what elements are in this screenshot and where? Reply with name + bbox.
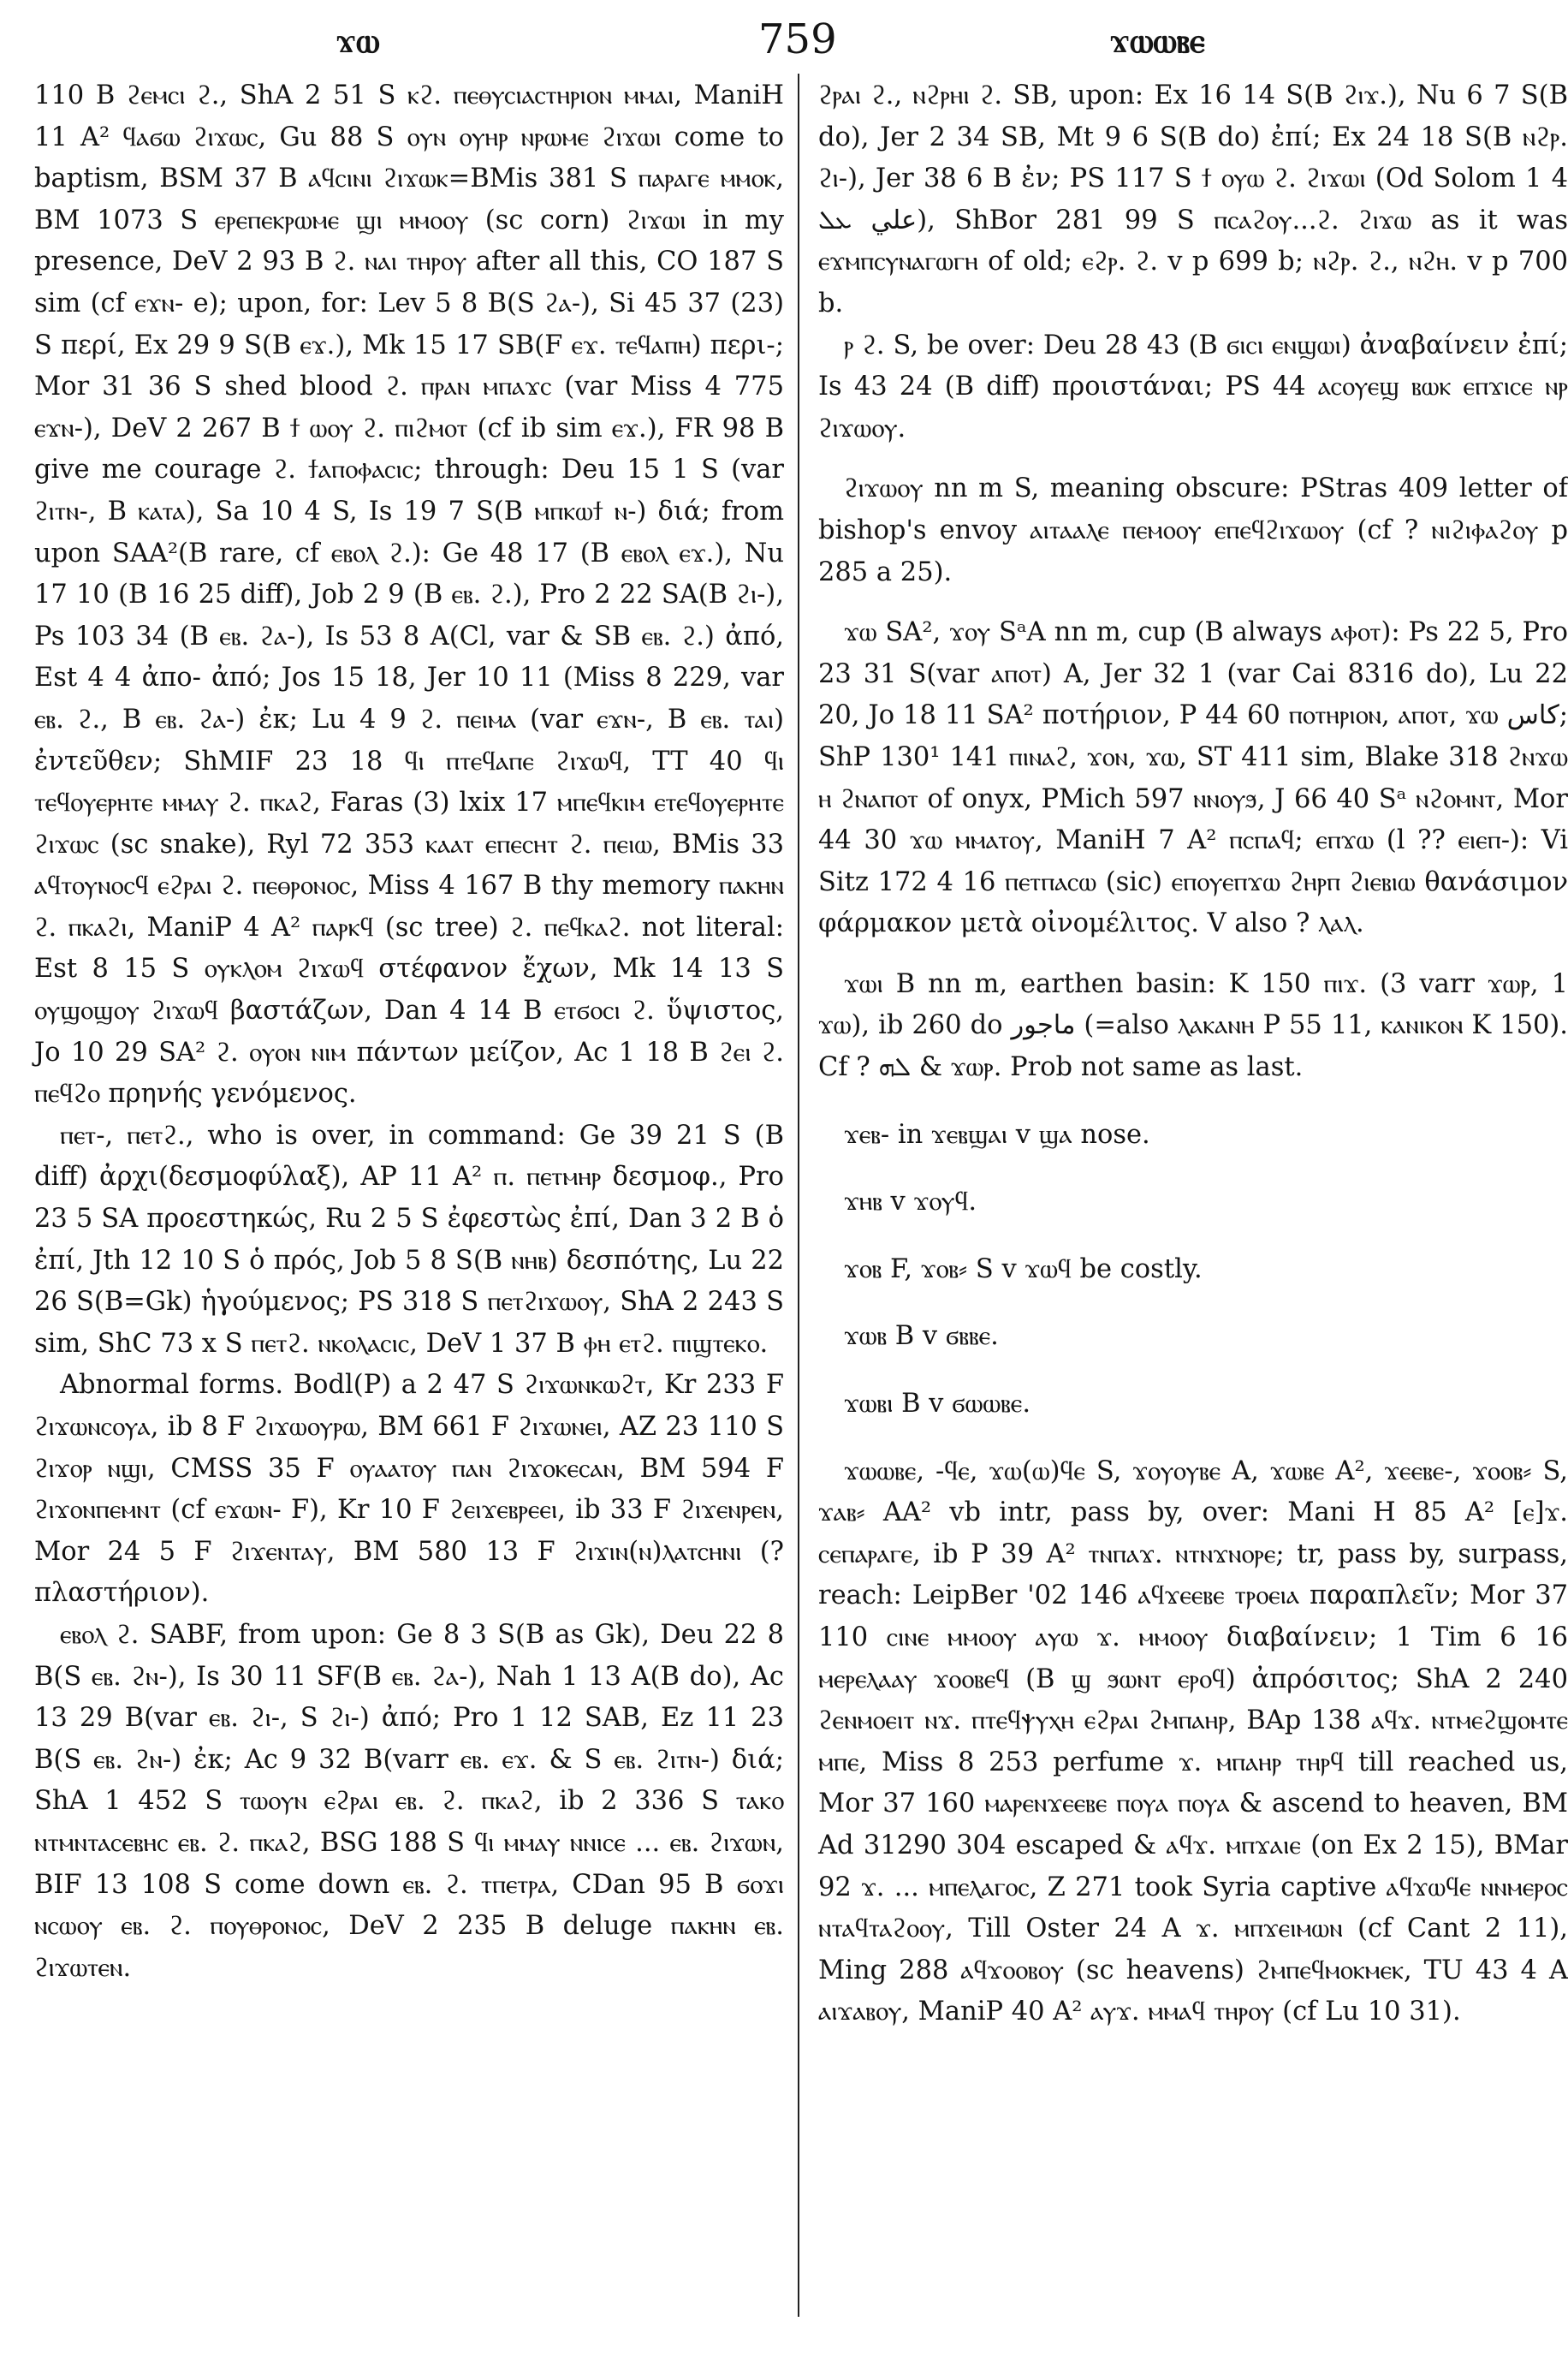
entry: ϩⲓϫⲱⲟⲩ nn m S, meaning obscure: PStras 409 letter of bishop's envoy ⲁⲓⲧⲁⲁⲗⲉ ⲡⲉⲙⲟⲟⲩ ⲉⲡⲉϥϩⲓϫⲱⲟⲩ (cf ? ⲛⲓϩⲓⲫⲁϩⲟⲩ p 285 a 25). (818, 473, 1568, 587)
paragraph: ⲡⲉⲧ-, ⲡⲉⲧϩ., who is over, in command: Ge 39 21 S (B diff) ἀρχι(δεσμοφύλαξ), AP 11 A² ⲡ. ⲡⲉⲧⲙⲏⲣ δεσμοφ., Pro 23 5 SA προεστηκώς, Ru 2 5 S ἐφεστὼς ἐπί, Dan 3 2 B ὁ ἐπί, Jth 12 10 S ὁ πρός, Job 5 8 S(B ⲛⲏⲃ) δεσπότης, Lu 22 26 S(B=Gk) ἡγούμενος; PS 318 S ⲡⲉⲧϩⲓϫⲱⲟⲩ, ShA 2 243 S sim, ShC 73 x S ⲡⲉⲧϩ. ⲛⲕⲟⲗⲁⲥⲓⲥ, DeV 1 37 B ⲫⲏ ⲉⲧϩ. ⲡⲓϣⲧⲉⲕⲟ. (34, 1120, 784, 1359)
page-number: 759 (758, 15, 837, 63)
header-right-word: ϫⲱⲱⲃⲉ (1109, 21, 1205, 61)
paragraph: 110 B ϩⲉⲙⲥⲓ ϩ., ShA 2 51 S ⲕϩ. ⲡⲉⲑⲩⲥⲓⲁⲥⲧⲏⲣⲓⲟⲛ ⲙⲙⲁⲓ, ManiH 11 A² ϥⲁϭⲱ ϩⲓϫⲱⲥ, Gu 88 S ⲟⲩⲛ ⲟⲩⲏⲣ ⲛⲣⲱⲙⲉ ϩⲓϫⲱⲓ come to baptism, BSM 37 B ⲁϥⲥⲓⲛⲓ ϩⲓϫⲱⲕ=BMis 381 S ⲡⲁⲣⲁⲅⲉ ⲙⲙⲟⲕ, BM 1073 S ⲉⲣⲉⲡⲉⲕⲣⲱⲙⲉ ϣⲓ ⲙⲙⲟⲟⲩ (sc corn) ϩⲓϫⲱⲓ in my presence, DeV 2 93 B ϩ. ⲛⲁⲓ ⲧⲏⲣⲟⲩ after all this, CO 187 S sim (cf ⲉϫⲛ- e); upon, for: Lev 5 8 B(S ϩⲁ-), Si 45 37 (23) S περί, Ex 29 9 S(B ⲉϫ.), Mk 15 17 SB(F ⲉϫ. ⲧⲉϥⲁⲡⲏ) περι-; Mor 31 36 S shed blood ϩ. ⲡⲣⲁⲛ ⲙⲡⲁϫⲥ (var Miss 4 775 ⲉϫⲛ-), DeV 2 267 B ϯ ⲱⲟⲩ ϩ. ⲡⲓϩⲙⲟⲧ (cf ib sim ⲉϫ.), FR 98 B give me courage ϩ. ϯⲁⲡⲟⲫⲁⲥⲓⲥ; through: Deu 15 1 S (var ϩⲓⲧⲛ-, B ⲕⲁⲧⲁ), Sa 10 4 S, Is 19 7 S(B ⲙⲡⲕⲱϯ ⲛ-) διά; from upon SAA²(B rare, cf ⲉⲃⲟⲗ ϩ.): Ge 48 17 (B ⲉⲃⲟⲗ ⲉϫ.), Nu 17 10 (B 16 25 diff), Job 2 9 (B ⲉⲃ. ϩ.), Pro 2 22 SA(B ϩⲓ-), Ps 103 34 (B ⲉⲃ. ϩⲁ-), Is 53 8 A(Cl, var & SB ⲉⲃ. ϩ.) ἀπό, Est 4 4 ἀπο- ἀπό; Jos 15 18, Jer 10 11 (Miss 8 229, var ⲉⲃ. ϩ., B ⲉⲃ. ϩⲁ-) ἐκ; Lu 4 9 ϩ. ⲡⲉⲓⲙⲁ (var ⲉϫⲛ-, B ⲉⲃ. ⲧⲁⲓ) ἐντεῦθεν; ShMIF 23 18 ϥⲓ ⲡⲧⲉϥⲁⲡⲉ ϩⲓϫⲱϥ, TT 40 ϥⲓ ⲧⲉϥⲟⲩⲉⲣⲏⲧⲉ ⲙⲙⲁⲩ ϩ. ⲡⲕⲁϩ, Faras (3) lxix 17 ⲙⲡⲉϥⲕⲓⲙ ⲉⲧⲉϥⲟⲩⲉⲣⲏⲧⲉ ϩⲓϫⲱⲥ (sc snake), Ryl 72 353 ⲕⲁⲁⲧ ⲉⲡⲉⲥⲏⲧ ϩ. ⲡⲉⲓⲱ, BMis 33 ⲁϥⲧⲟⲩⲛⲟⲥϥ ⲉϩⲣⲁⲓ ϩ. ⲡⲉⲑⲣⲟⲛⲟⲥ, Miss 4 167 B thy memory ⲡⲁⲕⲏⲛ ϩ. ⲡⲕⲁϩⲓ, ManiP 4 A² ⲡⲁⲣⲕϥ (sc tree) ϩ. ⲡⲉϥⲕⲁϩ. not literal: Est 8 15 S ⲟⲩⲕⲗⲟⲙ ϩⲓϫⲱϥ στέφανον ἔχων, Mk 14 13 S ⲟⲩϣⲟϣⲟⲩ ϩⲓϫⲱϥ βαστάζων, Dan 4 14 B ⲉⲧϭⲟⲥⲓ ϩ. ὕψιστος, Jo 10 29 SA² ϩ. ⲟⲩⲟⲛ ⲛⲓⲙ πάντων μείζον, Ac 1 18 B ϩⲉⲓ ϩ. ⲡⲉϥϩⲟ πρηνής γενόμενος. (34, 80, 784, 1110)
paragraph: ⲣ ϩ. S, be over: Deu 28 43 (B ϭⲓⲥⲓ ⲉⲛϣⲱⲓ) ἀναβαίνειν ἐπί; Is 43 24 (B diff) προιστάναι; PS 44 ⲁⲥⲟⲩⲉϣ ⲃⲱⲕ ⲉⲡϫⲓⲥⲉ ⲛⲣ ϩⲓϫⲱⲟⲩ. (818, 330, 1568, 443)
entry: ϫⲟⲃ F, ϫⲟⲃ⸗ S v ϫⲱϥ be costly. (844, 1253, 1203, 1284)
paragraph: ϩⲣⲁⲓ ϩ., ⲛϩⲣⲏⲓ ϩ. SB, upon: Ex 16 14 S(B ϩⲓϫ.), Nu 6 7 S(B do), Jer 2 34 SB, Mt 9 6 S(B do) ἐπί; Ex 24 18 S(B ⲛϩⲣ. ϩⲓ-), Jer 38 6 B ἐν; PS 117 S ϯ ⲟⲩⲱ ϩ. ϩⲓϫⲱⲓ (Od Solom 1 4 ﻋﻠﻲ ܥܠ), ShBor 281 99 S ⲡⲥⲁϩⲟⲩ...ϩ. ϩⲓϫⲱ as it was ⲉϫⲙⲡⲥⲩⲛⲁⲅⲱⲅⲏ of old; ⲉϩⲣ. ϩ. v p 699 b; ⲛϩⲣ. ϩ., ⲛϩⲏ. v p 700 b. (818, 80, 1568, 318)
entry: ϫⲉⲃ- in ϫⲉⲃϣⲁⲓ v ϣⲁ nose. (844, 1119, 1150, 1150)
entry: ϫⲱⲃ B v ϭⲃⲃⲉ. (844, 1321, 999, 1352)
left-column (34, 75, 784, 1989)
paragraph: ⲉⲃⲟⲗ ϩ. SABF, from upon: Ge 8 3 S(B as Gk), Deu 22 8 B(S ⲉⲃ. ϩⲛ-), Is 30 11 SF(B ⲉⲃ. ϩⲁ-), Nah 1 13 A(B do), Ac 13 29 B(var ⲉⲃ. ϩⲓ-, S ϩⲓ-) ἀπό; Pro 1 12 SAB, Ez 11 23 B(S ⲉⲃ. ϩⲛ-) ἐκ; Ac 9 32 B(varr ⲉⲃ. ⲉϫ. & S ⲉⲃ. ϩⲓⲧⲛ-) διά; ShA 1 452 S ⲧⲱⲟⲩⲛ ⲉϩⲣⲁⲓ ⲉⲃ. ϩ. ⲡⲕⲁϩ, ib 2 336 S ⲧⲁⲕⲟ ⲛⲧⲙⲛⲧⲁⲥⲉⲃⲏⲥ ⲉⲃ. ϩ. ⲡⲕⲁϩ, BSG 188 S ϥⲓ ⲙⲙⲁⲩ ⲛⲛⲓⲥⲉ ... ⲉⲃ. ϩⲓϫⲱⲛ, BIF 13 108 S come down ⲉⲃ. ϩ. ⲧⲡⲉⲧⲣⲁ, CDan 95 B ϭⲟϫⲓ ⲛⲥⲱⲟⲩ ⲉⲃ. ϩ. ⲡⲟⲩⲑⲣⲟⲛⲟⲥ, DeV 2 235 B deluge ⲡⲁⲕⲏⲛ ⲉⲃ. ϩⲓϫⲱⲧⲉⲛ. (34, 1619, 784, 1983)
column-divider (798, 74, 799, 2317)
entry: ϫⲱ SA², ϫⲟⲩ SᵃA nn m, cup (B always ⲁⲫⲟⲧ): Ps 22 5, Pro 23 31 S(var ⲁⲡⲟⲧ) A, Jer 32 1 (var Cai 8316 do), Lu 22 20, Jo 18 11 SA² ποτήριον, P 44 60 ⲡⲟⲧⲏⲣⲓⲟⲛ, ⲁⲡⲟⲧ, ϫⲱ ﻛﺎﺱ; ShP 130¹ 141 ⲡⲓⲛⲁϩ, ϫⲟⲛ, ϫⲱ, ST 411 sim, Blake 318 ϩⲛϫⲱ ⲏ ϩⲛⲁⲡⲟⲧ of onyx, PMich 597 ⲛⲛⲟⲩϧ, J 66 40 Sᵃ ⲛϩⲟⲙⲛⲧ, Mor 44 30 ϫⲱ ⲙⲙⲁⲧⲟⲩ, ManiH 7 A² ⲡⲥⲡⲁϥ; ⲉⲡϫⲱ (l ?? ⲉⲓⲉⲡ-): Vi Sitz 172 4 16 ⲡⲉⲧⲡⲁⲥⲱ (sic) ⲉⲡⲟⲩⲉⲡϫⲱ ϩⲏⲣⲡ ϩⲓⲉⲃⲓⲱ θανάσιμον φάρμακον μετὰ οἰνομέλιτος. V also ? ⲗⲁⲗ. (818, 617, 1568, 939)
entry: ϫⲱⲃⲓ B v ϭⲱⲱⲃⲉ. (844, 1389, 1031, 1420)
entry: ϫⲏⲃ v ϫⲟⲩϥ. (844, 1187, 977, 1217)
entry: ϫⲱⲱⲃⲉ, -ϥⲉ, ϫⲱ(ⲱ)ϥⲉ S, ϫⲟⲩⲟⲩⲃⲉ A, ϫⲱⲃⲉ A², ϫⲉⲉⲃⲉ-, ϫⲟⲟⲃ⸗ S, ϫⲁⲃ⸗ AA² vb intr, pass by, over: Mani H 85 A² [ⲉ]ϫ. ⲥⲉⲡⲁⲣⲁⲅⲉ, ib P 39 A² ⲧⲛⲡⲁϫ. ⲛⲧⲛϫⲛⲟⲣⲉ; tr, pass by, surpass, reach: LeipBer '02 146 ⲁϥϫⲉⲉⲃⲉ ⲧⲣⲟⲉⲓⲁ παραπλεῖν; Mor 37 110 ⲥⲓⲛⲉ ⲙⲙⲟⲟⲩ ⲁⲩⲱ ϫ. ⲙⲙⲟⲟⲩ διαβαίνειν; 1 Tim 6 16 ⲙⲉⲣⲉⲗⲁⲁⲩ ϫⲟⲟⲃⲉϥ (B ϣ ϧⲱⲛⲧ ⲉⲣⲟϥ) ἀπρόσιτος; ShA 2 240 ϩⲉⲛⲙⲟⲉⲓⲧ ⲛϫ. ⲡⲧⲉϥⲯⲩⲭⲏ ⲉϩⲣⲁⲓ ϩⲙⲡⲁⲏⲣ, BAp 138 ⲁϥϫ. ⲛⲧⲙⲉϩϣⲟⲙⲧⲉ ⲙⲡⲉ, Miss 8 253 perfume ϫ. ⲙⲡⲁⲏⲣ ⲧⲏⲣϥ till reached us, Mor 37 160 ⲙⲁⲣⲉⲛϫⲉⲉⲃⲉ ⲡⲟⲩⲁ ⲡⲟⲩⲁ & ascend to heaven, BM Ad 31290 304 escaped & ⲁϥϫ. ⲙⲡϫⲁⲓⲉ (on Ex 2 15), BMar 92 ϫ. ... ⲙⲡⲉⲗⲁⲅⲟⲥ, Z 271 took Syria captive ⲁϥϫⲱϥⲉ ⲛⲛⲙⲉⲣⲟⲥ ⲛⲧⲁϥⲧⲁϩⲟⲟⲩ, Till Oster 24 A ϫ. ⲙⲡϫⲉⲓⲙⲱⲛ (cf Cant 2 11), Ming 288 ⲁϥϫⲟⲟⲃⲟⲩ (sc heavens) ϩⲙⲡⲉϥⲙⲟⲕⲙⲉⲕ, TU 43 4 A ⲁⲓϫⲁⲃⲟⲩ, ManiP 40 A² ⲁⲩϫ. ⲙⲙⲁϥ ⲧⲏⲣⲟⲩ (cf Lu 10 31). (818, 1455, 1568, 2027)
header-left-word: ϫⲱ (336, 21, 380, 61)
paragraph: Abnormal forms. Bodl(P) a 2 47 S ϩⲓϫⲱⲛⲕⲱϩⲧ, Kr 233 F ϩⲓϫⲱⲛⲥⲟⲩⲁ, ib 8 F ϩⲓϫⲱⲟⲩⲣⲱ, BM 661 F ϩⲓϫⲱⲛⲉⲓ, AZ 23 110 S ϩⲓϫⲟⲣ ⲛϣⲓ, CMSS 35 F ⲟⲩⲁⲁⲧⲟⲩ ⲡⲁⲛ ϩⲓϫⲟⲕⲉⲥⲁⲛ, BM 594 F ϩⲓϫⲟⲛⲡⲉⲙⲛⲧ (cf ⲉϫⲱⲛ- F), Kr 10 F ϩⲉⲓϫⲉⲃⲣⲉⲉⲓ, ib 33 F ϩⲓϫⲉⲛⲣⲉⲛ, Mor 24 5 F ϩⲓϫⲉⲛⲧⲁⲩ, BM 580 13 F ϩⲓϫⲓⲛ(ⲛ)ⲗⲁⲧⲥⲏⲛⲓ (? πλαστήριον). (34, 1370, 784, 1609)
right-column (818, 75, 1568, 2033)
entry: ϫⲱⲓ B nn m, earthen basin: K 150 ⲡⲓϫ. (3 varr ϫⲱⲣ, 1 ϫⲱ), ib 260 do ﻣﺎﺟﻮﺭ (=also ⲗⲁⲕⲁⲛⲏ P 55 11, ⲕⲁⲛⲓⲕⲟⲛ K 150). Cf ? ܠܗ & ϫⲱⲣ. Prob not same as last. (818, 968, 1568, 1083)
page-header (0, 15, 1566, 67)
